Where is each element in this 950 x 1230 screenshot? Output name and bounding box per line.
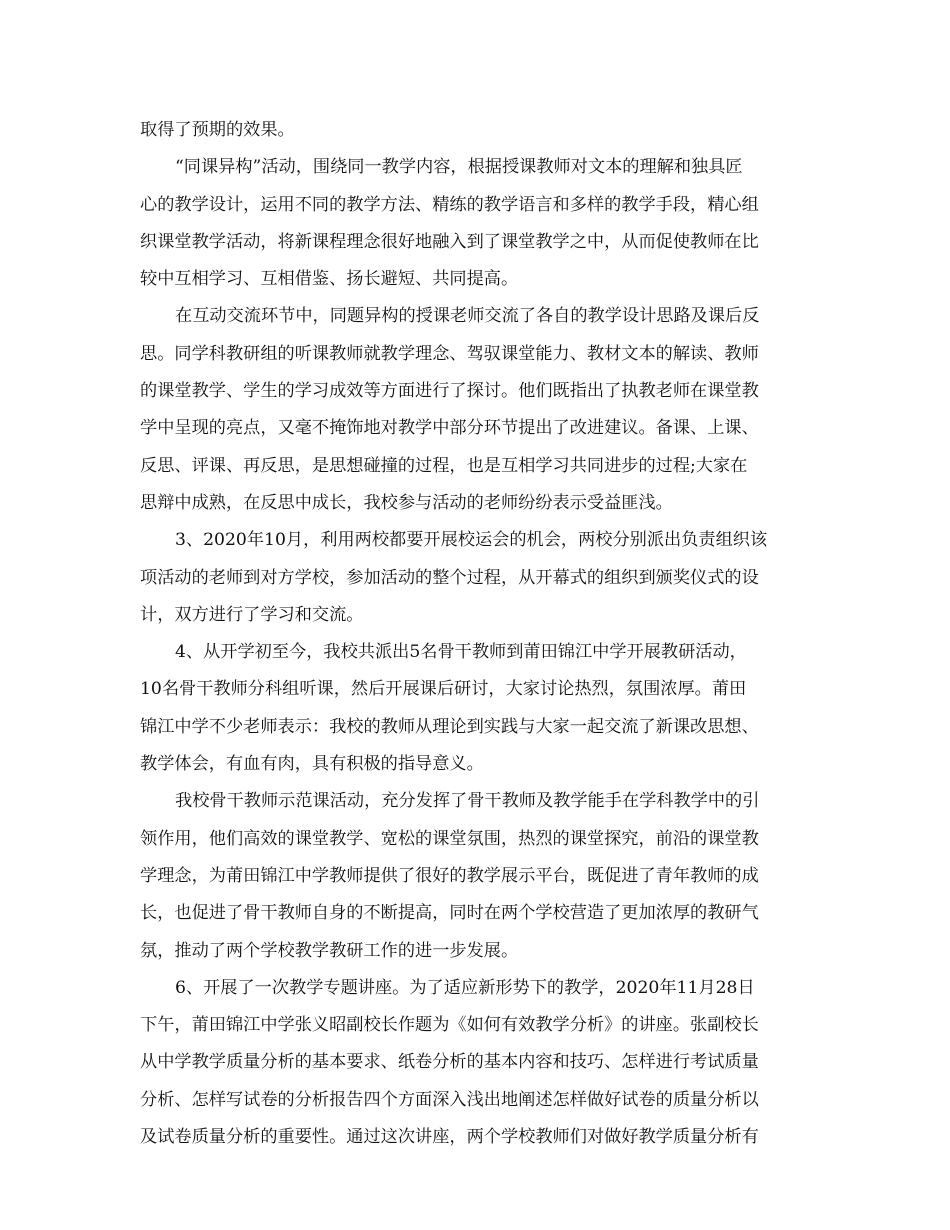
text-line: 4、从开学初至今，我校共派出5名骨干教师到莆田锦江中学开展教研活动， (175, 642, 747, 663)
text-line: 思辩中成熟，在反思中成长，我校参与活动的老师纷纷表示受益匪浅。 (140, 492, 673, 513)
text-line: “同课异构”活动，围绕同一教学内容，根据授课教师对文本的理解和独具匠 (175, 157, 743, 178)
text-line: 下午，莆田锦江中学张义昭副校长作题为《如何有效教学分析》的讲座。张副校长 (140, 1015, 759, 1036)
text-line: 领作用，他们高效的课堂教学、宽松的课堂氛围，热烈的课堂探究，前沿的课堂教 (140, 828, 759, 849)
text-line: 取得了预期的效果。 (140, 120, 295, 140)
text-line: 从中学教学质量分析的基本要求、纸卷分析的基本内容和技巧、怎样进行考试质量 (140, 1052, 759, 1073)
text-line: 在互动交流环节中，同题异构的授课老师交流了各自的教学设计思路及课后反 (175, 306, 760, 327)
text-line: 反思、评课、再反思，是思想碰撞的过程，也是互相学习共同进步的过程;大家在 (140, 455, 748, 476)
text-line: 项活动的老师到对方学校，参加活动的整个过程，从开幕式的组织到颁奖仪式的设 (140, 567, 759, 588)
text-line: 计，双方进行了学习和交流。 (140, 604, 364, 625)
text-line: 10名骨干教师分科组听课，然后开展课后研讨，大家讨论热烈，氛围浓厚。莆田 (140, 679, 747, 700)
text-line: 3、2020年10月，利用两校都要开展校运会的机会，两校分别派出负责组织该 (175, 530, 768, 551)
text-line: 织课堂教学活动，将新课程理念很好地融入到了课堂教学之中，从而促使教师在比 (140, 231, 759, 252)
text-line: 学理念，为莆田锦江中学教师提供了很好的教学展示平台，既促进了青年教师的成 (140, 865, 759, 886)
document-body (140, 112, 820, 1156)
text-line: 我校骨干教师示范课活动，充分发挥了骨干教师及教学能手在学科教学中的引 (175, 791, 760, 812)
text-line: 较中互相学习、互相借鉴、扬长避短、共同提高。 (140, 269, 519, 290)
text-line: 及试卷质量分析的重要性。通过这次讲座，两个学校教师们对做好教学质量分析有 (140, 1127, 759, 1148)
text-line: 的课堂教学、学生的学习成效等方面进行了探讨。他们既指出了执教老师在课堂教 (140, 381, 759, 402)
text-line: 6、开展了一次教学专题讲座。为了适应新形势下的教学，2020年11月28日 (175, 977, 755, 998)
text-line: 分析、怎样写试卷的分析报告四个方面深入浅出地阐述怎样做好试卷的质量分析以 (140, 1089, 759, 1110)
text-line: 氛，推动了两个学校教学教研工作的进一步发展。 (140, 940, 519, 961)
text-line: 教学体会，有血有肉，具有积极的指导意义。 (140, 754, 484, 775)
text-line: 学中呈现的亮点，又毫不掩饰地对教学中部分环节提出了改进建议。备课、上课、 (140, 418, 759, 439)
text-line: 心的教学设计，运用不同的教学方法、精练的教学语言和多样的教学手段，精心组 (140, 194, 759, 215)
text-line: 思。同学科教研组的听课教师就教学理念、驾驭课堂能力、教材文本的解读、教师 (140, 343, 759, 364)
text-line: 锦江中学不少老师表示：我校的教师从理论到实践与大家一起交流了新课改思想、 (140, 716, 759, 737)
text-line: 长，也促进了骨干教师自身的不断提高，同时在两个学校营造了更加浓厚的教研气 (140, 903, 759, 924)
